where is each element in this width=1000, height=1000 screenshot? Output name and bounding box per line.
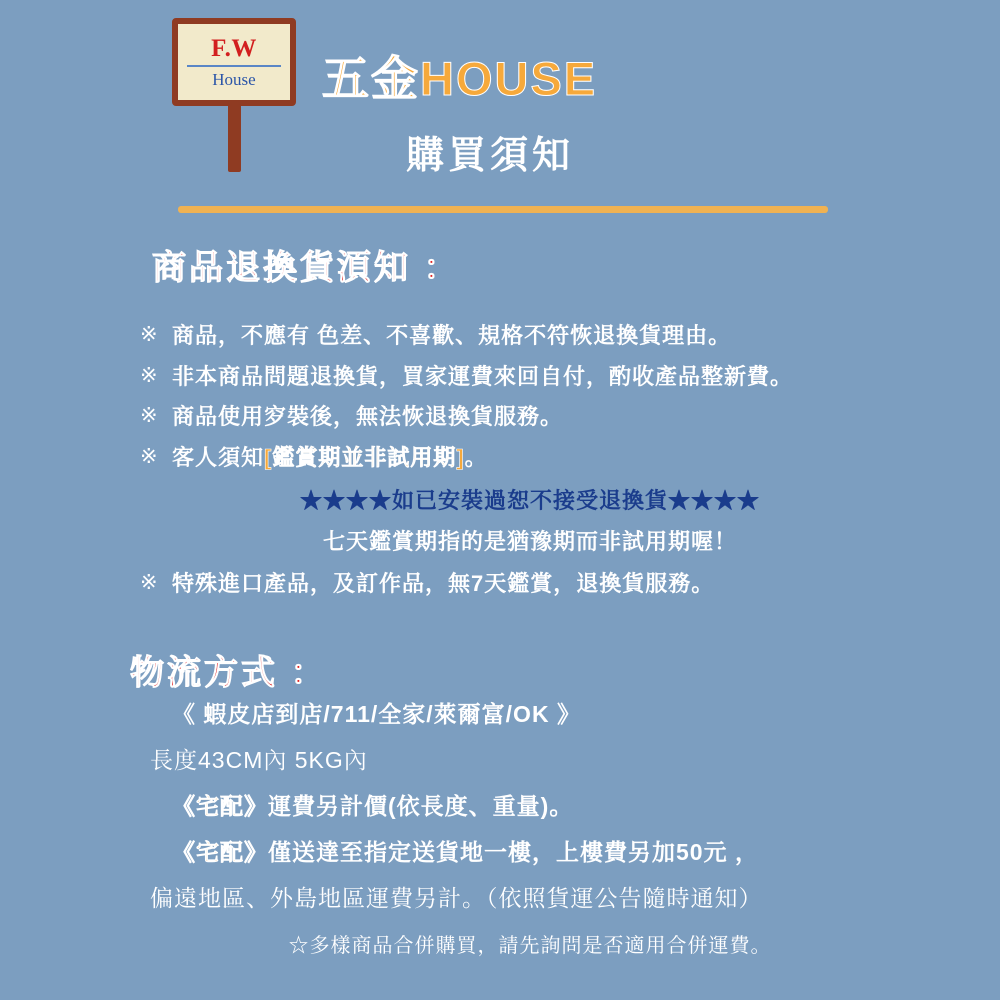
page-header: [0, 0, 1000, 190]
list-item-text: 特殊進口產品，及訂作品，無7天鑑賞，退換貨服務。: [172, 571, 715, 596]
bullet-mark-icon: ※: [140, 404, 158, 427]
list-item-text: 商品使用穸裝後，無法恢退換貨服務。: [172, 404, 564, 429]
shipping-size-limit: 長度43CM內 5KG內: [150, 746, 368, 773]
list-item: [140, 322, 920, 350]
return-policy-list: [140, 322, 920, 611]
bullet-mark-icon: ※: [140, 323, 158, 346]
emphasis-line: ★★★★如已安裝過恕不接受退換貨★★★★: [299, 488, 760, 513]
home-delivery-fee: [150, 792, 950, 822]
bullet-mark-icon: ※: [140, 444, 158, 468]
combine-shipping-note: ☆多樣商品合併購買，請先詢問是否適用合併運費。: [288, 935, 772, 958]
list-item: [140, 363, 920, 391]
shipping-heading: 物流方式 ：: [130, 654, 328, 692]
logo-house-text: House: [212, 70, 256, 89]
home-delivery-label: 《宅配》: [172, 792, 268, 819]
notice-suffix: 。: [464, 444, 488, 470]
notice-prefix: 客人須知: [172, 444, 265, 470]
shipping-details: [150, 700, 950, 958]
logo-fw-text: F.W: [211, 35, 257, 62]
shop-sign-icon: [172, 18, 296, 106]
brand-title: 五金HOUSE: [322, 52, 598, 105]
home-delivery-fee-text: 運費另計價(依長度、重量)。: [268, 792, 574, 819]
list-item: [140, 403, 920, 431]
list-item-text: [172, 444, 488, 472]
remote-area-note: 偏遠地區、外島地區運費另計。（依照貨運公告隨時通知）: [150, 884, 763, 911]
page-title: 購買須知: [406, 135, 575, 177]
home-delivery-label: 《宅配》: [172, 838, 268, 865]
notice-highlight: [鑑賞期並非試用期]: [264, 444, 465, 470]
bullet-mark-icon: ※: [140, 363, 158, 387]
logo-divider: [187, 65, 281, 67]
return-policy-heading: 商品退換貨湏知 ：: [152, 249, 461, 287]
shipping-channels: 《 蝦皮店到店/711/全家/萊爾富/OK 》: [172, 701, 581, 727]
list-item-notice: [140, 444, 920, 472]
home-delivery-ground-floor: [150, 838, 950, 868]
bullet-mark-icon: ※: [140, 571, 158, 594]
sign-post-icon: [228, 104, 241, 172]
list-item: [140, 570, 920, 598]
list-item-text: 非本商品問題退換貨，買家運費來回自付，酌收產品整新費。: [172, 363, 794, 389]
explain-line: 七天鑑賞期指的是猶豫期而非試用期喔！: [322, 529, 737, 554]
home-delivery-floor-text: 僅送達至指定送貨地一樓，上樓費另加50元 ，: [268, 838, 759, 865]
header-divider: [178, 206, 828, 213]
list-item-text: 商品，不應有 色差、不喜歡、規格不符恢退換貨理由。: [172, 323, 732, 348]
